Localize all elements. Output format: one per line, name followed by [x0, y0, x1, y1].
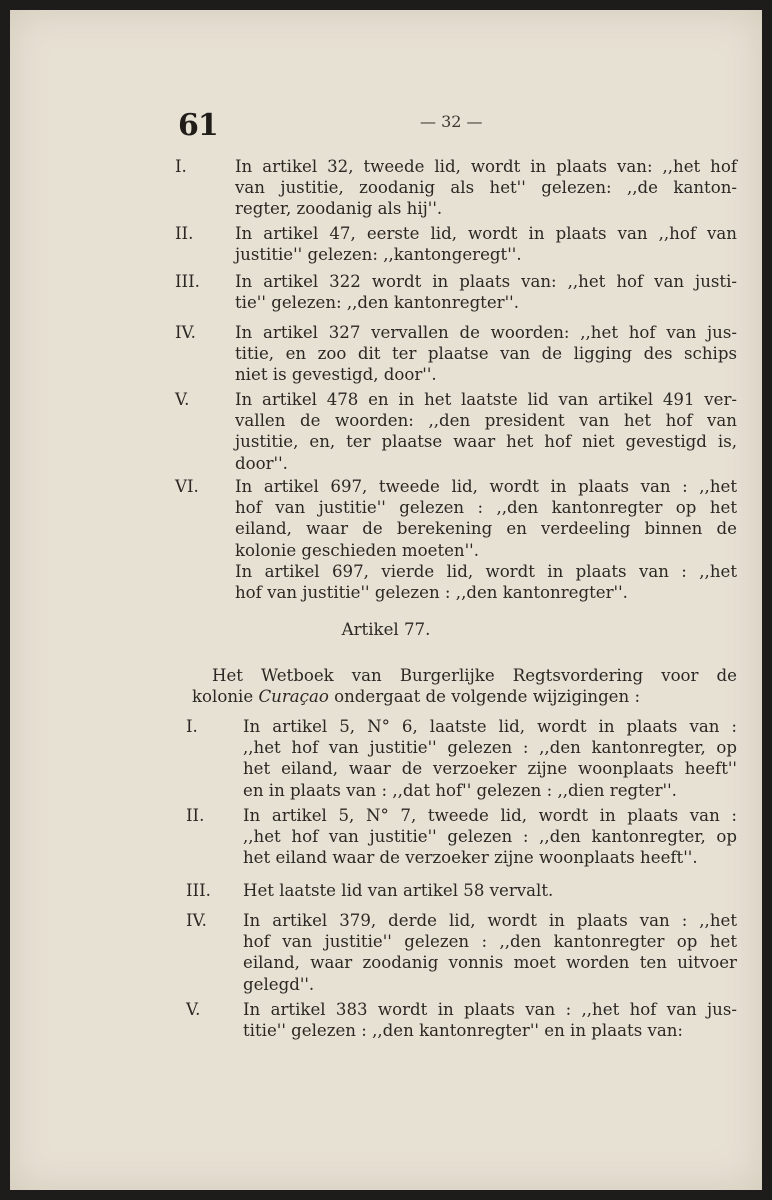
text-line: In artikel 322 wordt in plaats van: ,,het hof van justi-	[235, 272, 737, 291]
text-line: In artikel 697, vierde lid, wordt in plaats van : ,,het	[235, 561, 737, 581]
text-line: justitie'' gelezen: ,,kantongeregt''.	[235, 245, 522, 265]
text-line: regter, zoodanig als hij''.	[235, 199, 443, 219]
amendment-text	[235, 156, 737, 220]
roman-numeral: II.	[186, 806, 205, 825]
roman-numeral: VI.	[175, 477, 199, 496]
text-line: In artikel 47, eerste lid, wordt in plaats van ,,hof van	[235, 224, 737, 243]
text-line: In artikel 327 vervallen de woorden: ,,het hof van jus-	[235, 323, 737, 342]
text-line: In artikel 383 wordt in plaats van : ,,het hof van jus-	[243, 1000, 737, 1019]
text-line: het eiland, waar de verzoeker zijne woonplaats heeft''	[243, 759, 737, 779]
text-line: In artikel 379, derde lid, wordt in plaats van : ,,het	[243, 911, 737, 930]
page-number: 61	[178, 108, 218, 143]
amendment-text	[235, 322, 737, 386]
text-line: In artikel 478 en in het laatste lid van artikel 491 ver-	[235, 390, 737, 409]
text-line: eiland, waar de berekening en verdeeling binnen de	[235, 519, 737, 539]
running-header: — 32 —	[420, 112, 483, 131]
amendment-text	[243, 805, 737, 869]
text-line: gelegd''.	[243, 974, 315, 994]
text-line: hof van justitie'' gelezen : ,,den kantonregter op het	[235, 498, 737, 518]
amendment-text	[235, 271, 737, 313]
amendment-text	[243, 880, 737, 901]
roman-numeral: V.	[175, 390, 190, 409]
roman-numeral: II.	[175, 224, 194, 243]
roman-numeral: I.	[186, 717, 198, 736]
text-line: In artikel 32, tweede lid, wordt in plaats van: ,,het hof	[235, 157, 737, 176]
amendment-text	[235, 476, 737, 603]
intro-line	[192, 686, 737, 707]
text-line: hof van justitie'' gelezen : ,,den kantonregter op het	[243, 932, 737, 952]
roman-numeral: IV.	[186, 911, 207, 930]
amendment-text	[243, 910, 737, 995]
article-heading: Artikel 77.	[341, 620, 431, 639]
text-line: eiland, waar zoodanig vonnis moet worden ten uitvoer	[243, 953, 737, 973]
text-line: en in plaats van : ,,dat hof'' gelezen : ,,dien regter''.	[243, 780, 677, 800]
text-line: ,,het hof van justitie'' gelezen : ,,den kantonregter, op	[243, 827, 737, 847]
intro-line: Het Wetboek van Burgerlijke Regtsvordering voor de	[212, 666, 737, 685]
text-line: Het laatste lid van artikel 58 vervalt.	[243, 881, 554, 900]
text-line: vallen de woorden: ,,den president van het hof van	[235, 411, 737, 431]
document-page	[10, 10, 762, 1190]
text-line: niet is gevestigd, door''.	[235, 365, 437, 385]
roman-numeral: IV.	[175, 323, 196, 342]
text-line: justitie, en, ter plaatse waar het hof niet gevestigd is,	[235, 432, 737, 452]
text-line: titie, en zoo dit ter plaatse van de ligging des schips	[235, 344, 737, 364]
text-line: titie'' gelezen : ,,den kantonregter'' en in plaats van:	[243, 1021, 684, 1041]
text-line: In artikel 697, tweede lid, wordt in plaats van : ,,het	[235, 477, 737, 496]
amendment-text	[243, 999, 737, 1041]
roman-numeral: III.	[186, 881, 211, 900]
text-line: hof van justitie'' gelezen : ,,den kantonregter''.	[235, 583, 628, 603]
text-line: het eiland waar de verzoeker zijne woonplaats heeft''.	[243, 848, 698, 868]
text-line: door''.	[235, 453, 288, 473]
roman-numeral: I.	[175, 157, 187, 176]
article-intro	[192, 665, 737, 707]
roman-numeral: V.	[186, 1000, 201, 1019]
text-line: van justitie, zoodanig als het'' gelezen: ,,de kanton-	[235, 178, 737, 198]
amendment-text	[243, 716, 737, 801]
intro-prefix: kolonie	[192, 687, 259, 707]
place-name: Curaçao	[258, 687, 329, 707]
intro-suffix: ondergaat de volgende wijzigingen :	[328, 687, 641, 707]
amendment-text	[235, 389, 737, 474]
text-line: kolonie geschieden moeten''.	[235, 540, 480, 560]
text-line: ,,het hof van justitie'' gelezen : ,,den kantonregter, op	[243, 738, 737, 758]
text-line: tie'' gelezen: ,,den kantonregter''.	[235, 293, 520, 313]
text-line: In artikel 5, N° 6, laatste lid, wordt in plaats van :	[243, 717, 737, 736]
text-line: In artikel 5, N° 7, tweede lid, wordt in plaats van :	[243, 806, 737, 825]
roman-numeral: III.	[175, 272, 200, 291]
amendment-text	[235, 223, 737, 265]
